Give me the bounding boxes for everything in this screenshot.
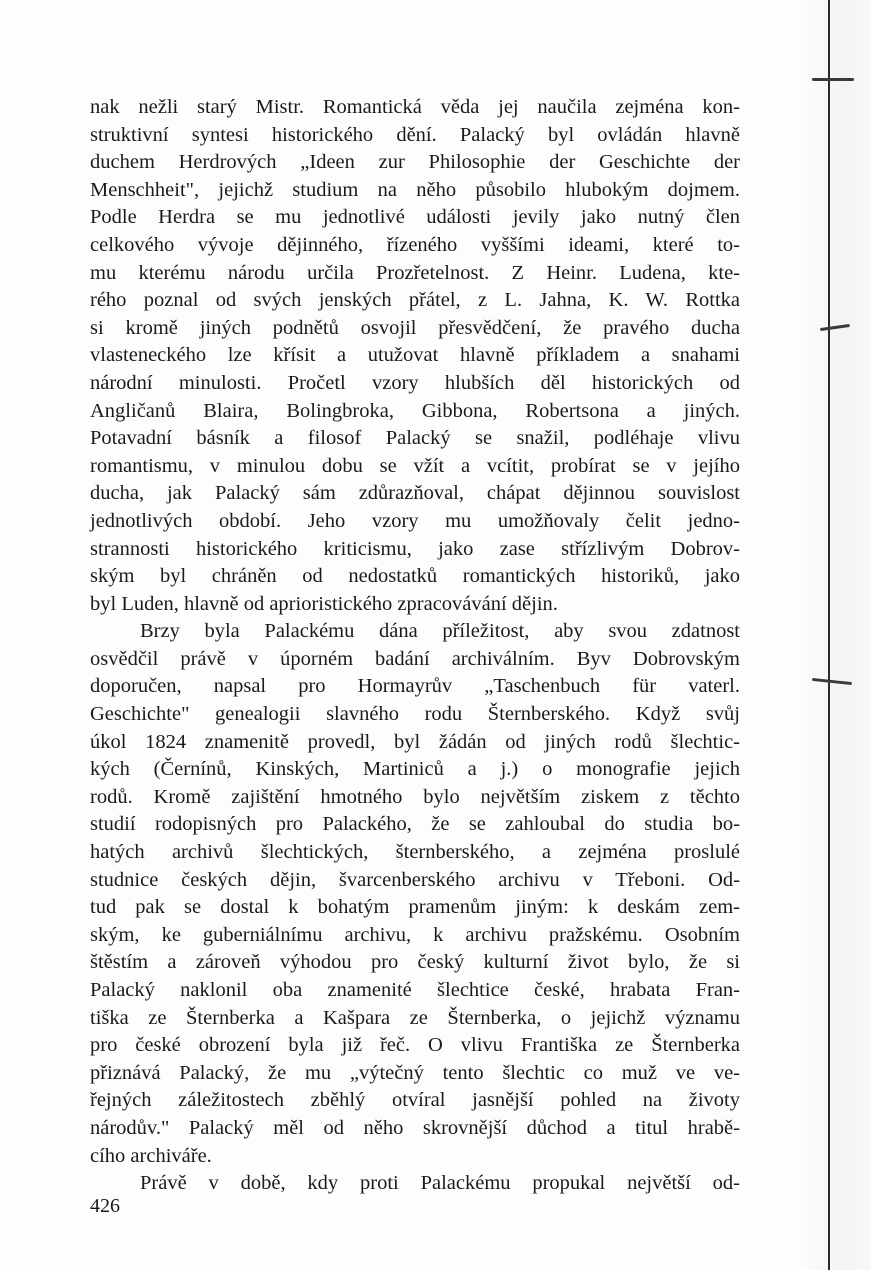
binding-edge-line <box>828 0 830 1270</box>
text-line: studnice českých dějin, švarcenberského archivu v Třeboni. Od- <box>90 868 740 891</box>
text-line: Menschheit", jejichž studium na něho působilo hlubokým dojmem. <box>90 178 740 201</box>
text-line: duchem Herdrových „Ideen zur Philosophie der Geschichte der <box>90 151 740 174</box>
text-line: Potavadní básník a filosof Palacký se snažil, podléhaje vlivu <box>90 427 740 450</box>
text-line: štěstím a zároveň výhodou pro český kulturní život bylo, že si <box>90 951 740 974</box>
text-line: byl Luden, hlavně od aprioristického zpracovávání dějin. <box>90 592 558 615</box>
text-line: kých (Černínů, Kinských, Martiniců a j.) o monografie jejich <box>90 758 740 781</box>
text-line: Geschichte" genealogii slavného rodu Šternberského. Když svůj <box>90 703 740 726</box>
text-line: ducha, jak Palacký sám zdůrazňoval, chápat dějinnou souvislost <box>90 482 740 505</box>
text-line: úkol 1824 znamenitě provedl, byl žádán od jiných rodů šlechtic- <box>90 730 740 753</box>
text-line: národův." Palacký měl od něho skrovnější důchod a titul hrabě- <box>90 1116 740 1139</box>
text-line: hatých archivů šlechtických, šternberského, a zejména proslulé <box>90 841 740 864</box>
text-line: cího archiváře. <box>90 1144 212 1167</box>
text-line: Podle Herdra se mu jednotlivé události jevily jako nutný člen <box>90 206 740 229</box>
text-line: jednotlivých období. Jeho vzory mu umožňovaly čelit jedno- <box>90 509 740 532</box>
text-line: Palacký naklonil oba znamenité šlechtice české, hrabata Fran- <box>90 979 740 1001</box>
text-line: rodů. Kromě zajištění hmotného bylo největším ziskem z těchto <box>90 785 740 808</box>
body-text <box>90 94 740 1198</box>
text-line: doporučen, napsal pro Hormayrův „Taschenbuch für vaterl. <box>90 675 740 698</box>
text-line: národní minulosti. Pročetl vzory hlubších děl historických od <box>90 371 740 394</box>
text-line: Právě v době, kdy proti Palackému propukal největší od- <box>140 1172 740 1195</box>
text-line: rého poznal od svých jenských přátel, z L. Jahna, K. W. Rottka <box>90 289 740 312</box>
text-line: Brzy byla Palackému dána příležitost, aby svou zdatnost <box>140 620 740 643</box>
text-line: romantismu, v minulou dobu se vžít a vcítit, probírat se v jejího <box>90 454 740 477</box>
text-line: celkového vývoje dějinného, řízeného vyššími ideami, které to- <box>90 233 740 256</box>
text-line: ským, ke guberniálnímu archivu, k archivu pražskému. Osobním <box>90 923 740 946</box>
binding-thread-mark <box>812 78 854 81</box>
text-line: nak nežli starý Mistr. Romantická věda jej naučila zejména kon- <box>90 96 740 118</box>
text-line: osvědčil právě v úporném badání archiválním. Byv Dobrovským <box>90 647 740 670</box>
text-line: řejných záležitostech zběhlý otvíral jasnější pohled na životy <box>90 1089 740 1112</box>
text-line: struktivní syntesi historického dění. Palacký byl ovládán hlavně <box>90 123 740 146</box>
text-line: ským byl chráněn od nedostatků romantických historiků, jako <box>90 565 740 588</box>
text-line: vlasteneckého lze křísit a utužovat hlavně příkladem a snahami <box>90 344 740 367</box>
page-number: 426 <box>90 1195 120 1217</box>
text-line: mu kterému národu určila Prozřetelnost. Z Heinr. Ludena, kte- <box>90 261 740 284</box>
text-line: studií rodopisných pro Palackého, že se zahloubal do studia bo- <box>90 813 740 836</box>
text-line: tud pak se dostal k bohatým pramenům jiným: k deskám zem- <box>90 896 740 919</box>
page-edge-shadow <box>800 0 871 1270</box>
text-line: tiška ze Šternberka a Kašpara ze Šternberka, o jejichž významu <box>90 1006 740 1029</box>
text-line: pro české obrození byla již řeč. O vlivu Františka ze Šternberka <box>90 1034 740 1057</box>
text-line: si kromě jiných podnětů osvojil přesvědčení, že pravého ducha <box>90 316 740 339</box>
text-line: strannosti historického kriticismu, jako zase střízlivým Dobrov- <box>90 537 740 560</box>
text-line: přiznává Palacký, že mu „výtečný tento šlechtic co muž ve ve- <box>90 1061 740 1084</box>
text-line: Angličanů Blaira, Bolingbroka, Gibbona, Robertsona a jiných. <box>90 399 740 422</box>
